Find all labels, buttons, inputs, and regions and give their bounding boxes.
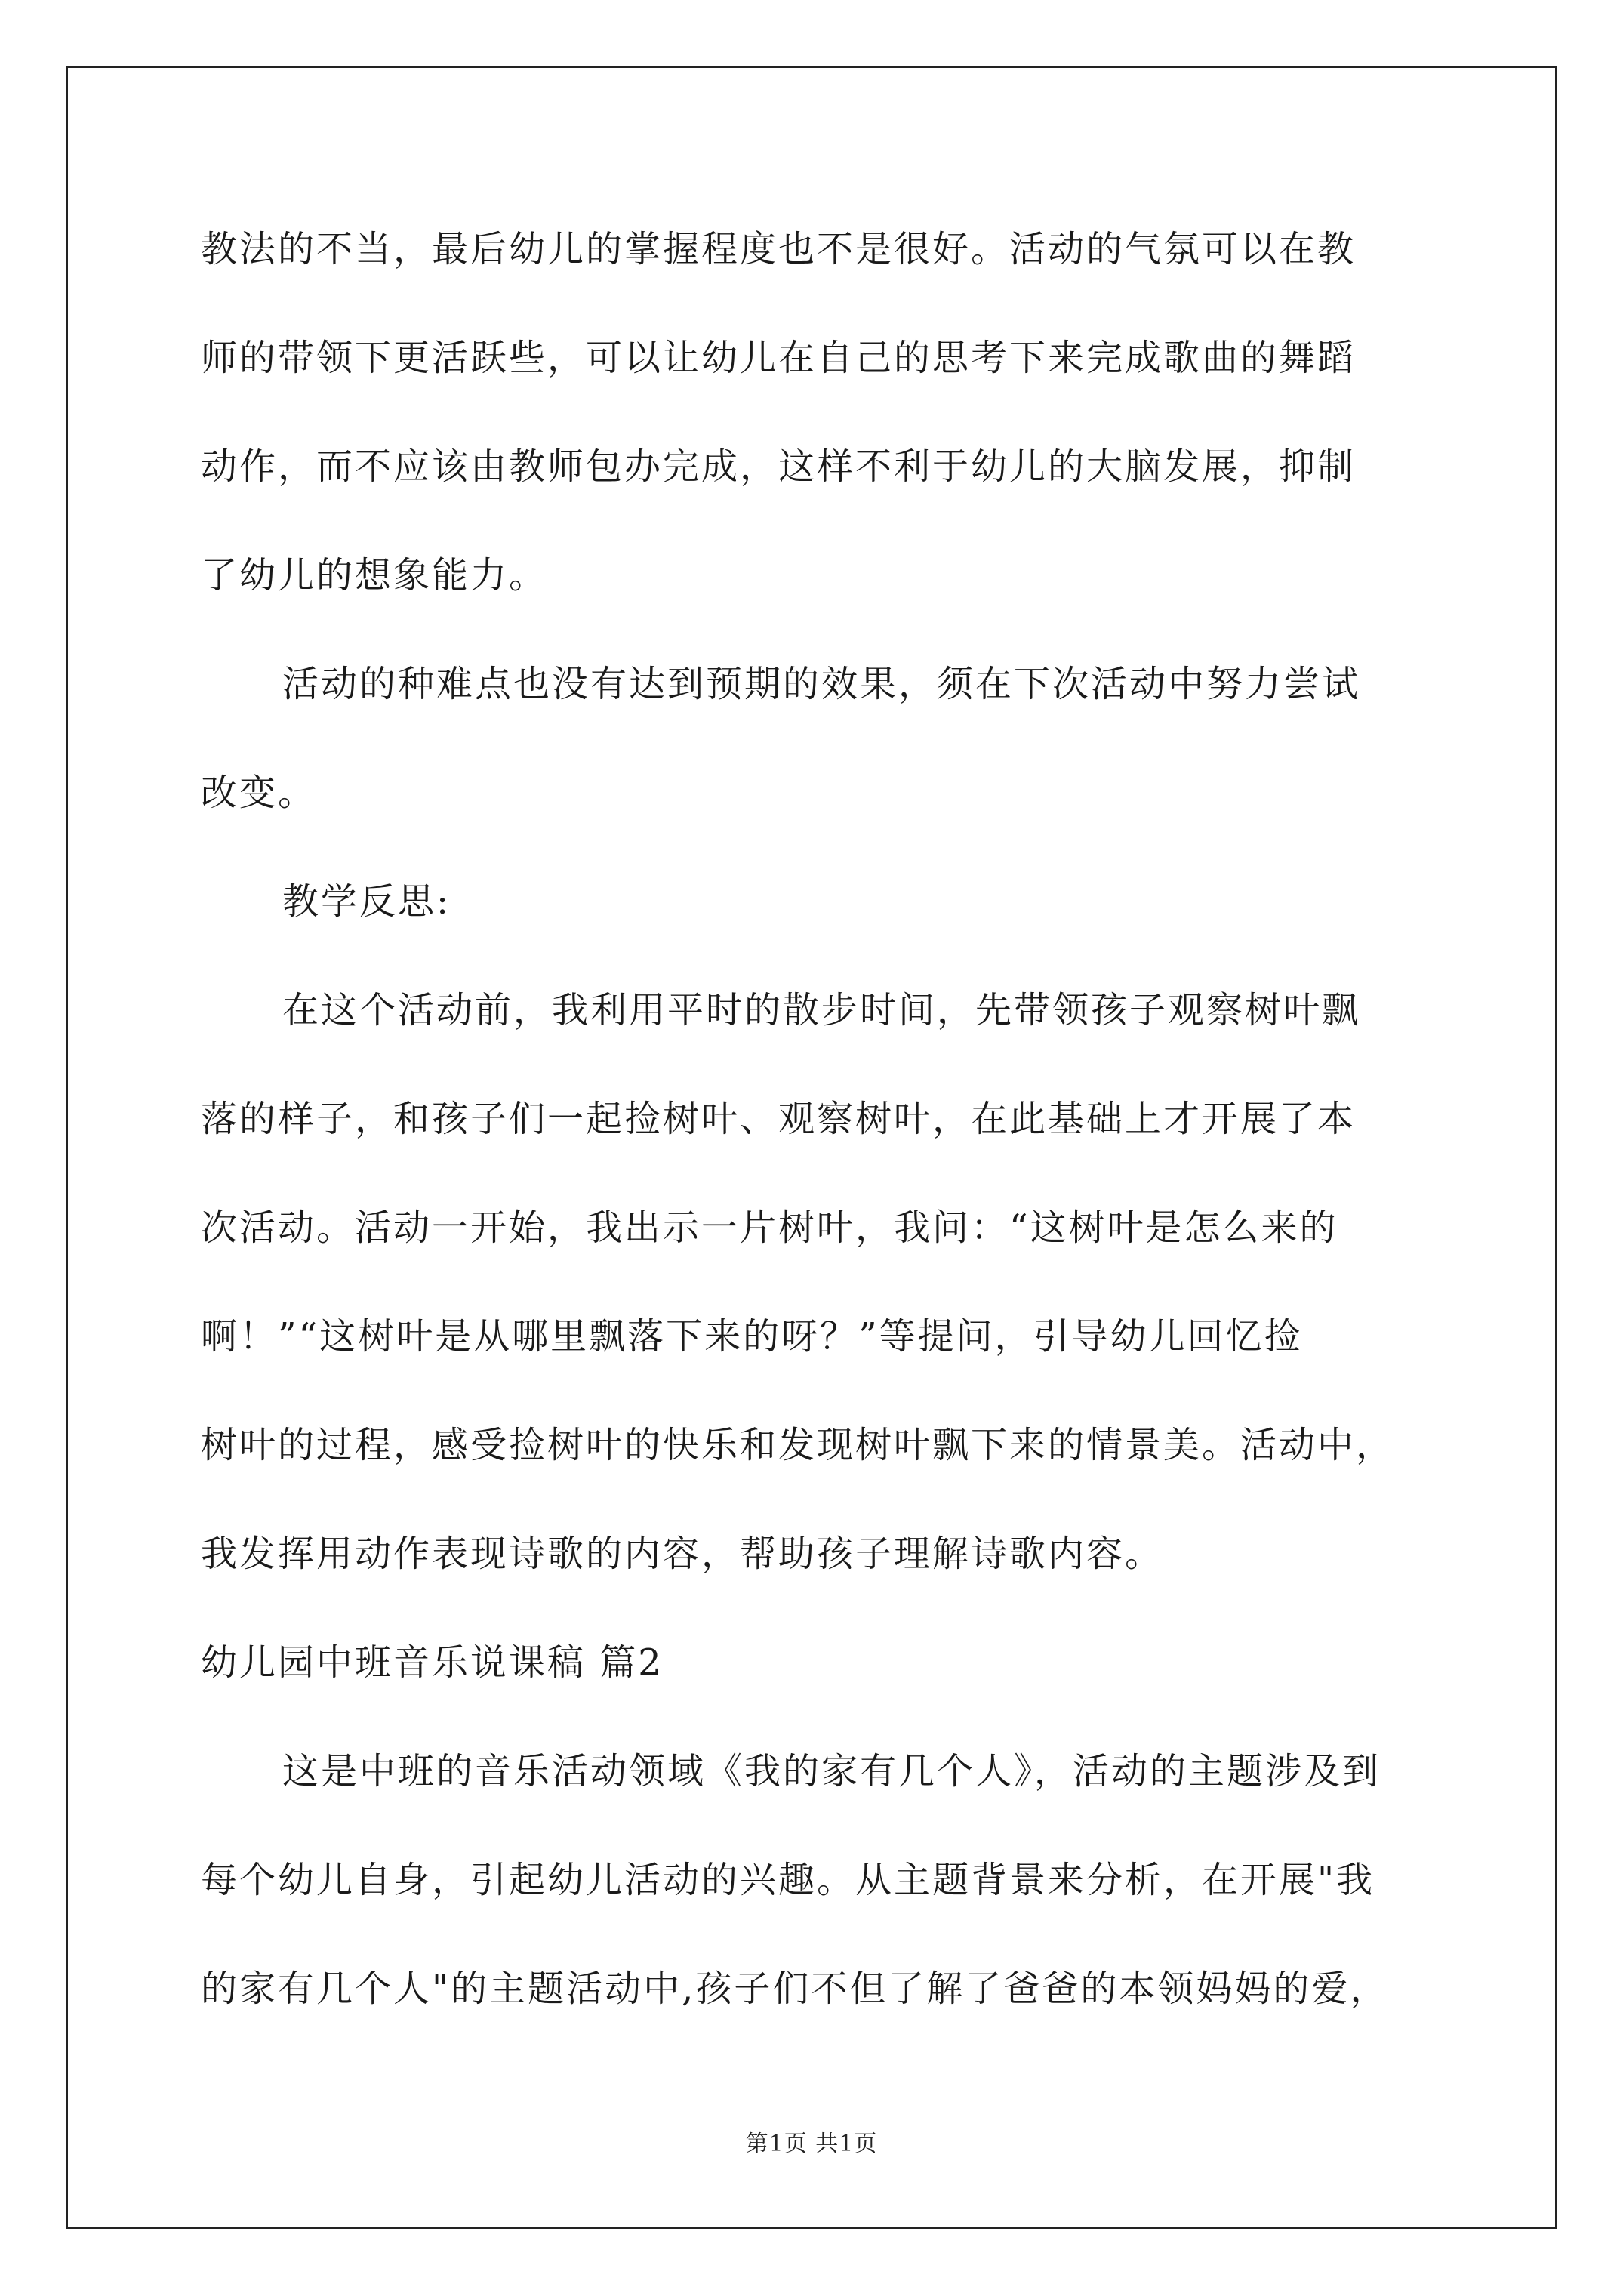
section-heading: 幼儿园中班音乐说课稿 篇2 [201,1641,664,1684]
text-line: 树叶的过程，感受捡树叶的快乐和发现树叶飘下来的情景美。活动中， [201,1424,1395,1466]
text-line: 的家有几个人"的主题活动中,孩子们不但了解了爸爸的本领妈妈的爱， [201,1968,1389,2010]
paragraph-start-line: 活动的种难点也没有达到预期的效果，须在下次活动中努力尝试 [282,663,1361,705]
text-line: 动作，而不应该由教师包办完成，这样不利于幼儿的大脑发展，抑制 [201,445,1357,488]
section-label: 教学反思: [282,880,451,923]
text-line: 改变。 [201,772,317,814]
text-line: 了幼儿的想象能力。 [201,554,548,596]
text-line: 啊！”“这树叶是从哪里飘落下来的呀？”等提问，引导幼儿回忆捡 [201,1315,1303,1358]
text-line: 教法的不当，最后幼儿的掌握程度也不是很好。活动的气氛可以在教 [201,228,1357,270]
text-line: 我发挥用动作表现诗歌的内容，帮助孩子理解诗歌内容。 [201,1533,1164,1575]
text-line: 师的带领下更活跃些，可以让幼儿在自己的思考下来完成歌曲的舞蹈 [201,337,1357,379]
page-border [66,66,1557,2229]
page-footer: 第1页 共1页 [745,2131,878,2157]
paragraph-start-line: 这是中班的音乐活动领域《我的家有几个人》，活动的主题涉及到 [282,1750,1381,1792]
text-line: 每个幼儿自身，引起幼儿活动的兴趣。从主题背景来分析，在开展"我 [201,1859,1375,1901]
text-line: 次活动。活动一开始，我出示一片树叶，我问：“这树叶是怎么来的 [201,1207,1338,1249]
text-line: 落的样子，和孩子们一起捡树叶、观察树叶，在此基础上才开展了本 [201,1098,1357,1140]
paragraph-start-line: 在这个活动前，我利用平时的散步时间，先带领孩子观察树叶飘 [282,989,1361,1031]
